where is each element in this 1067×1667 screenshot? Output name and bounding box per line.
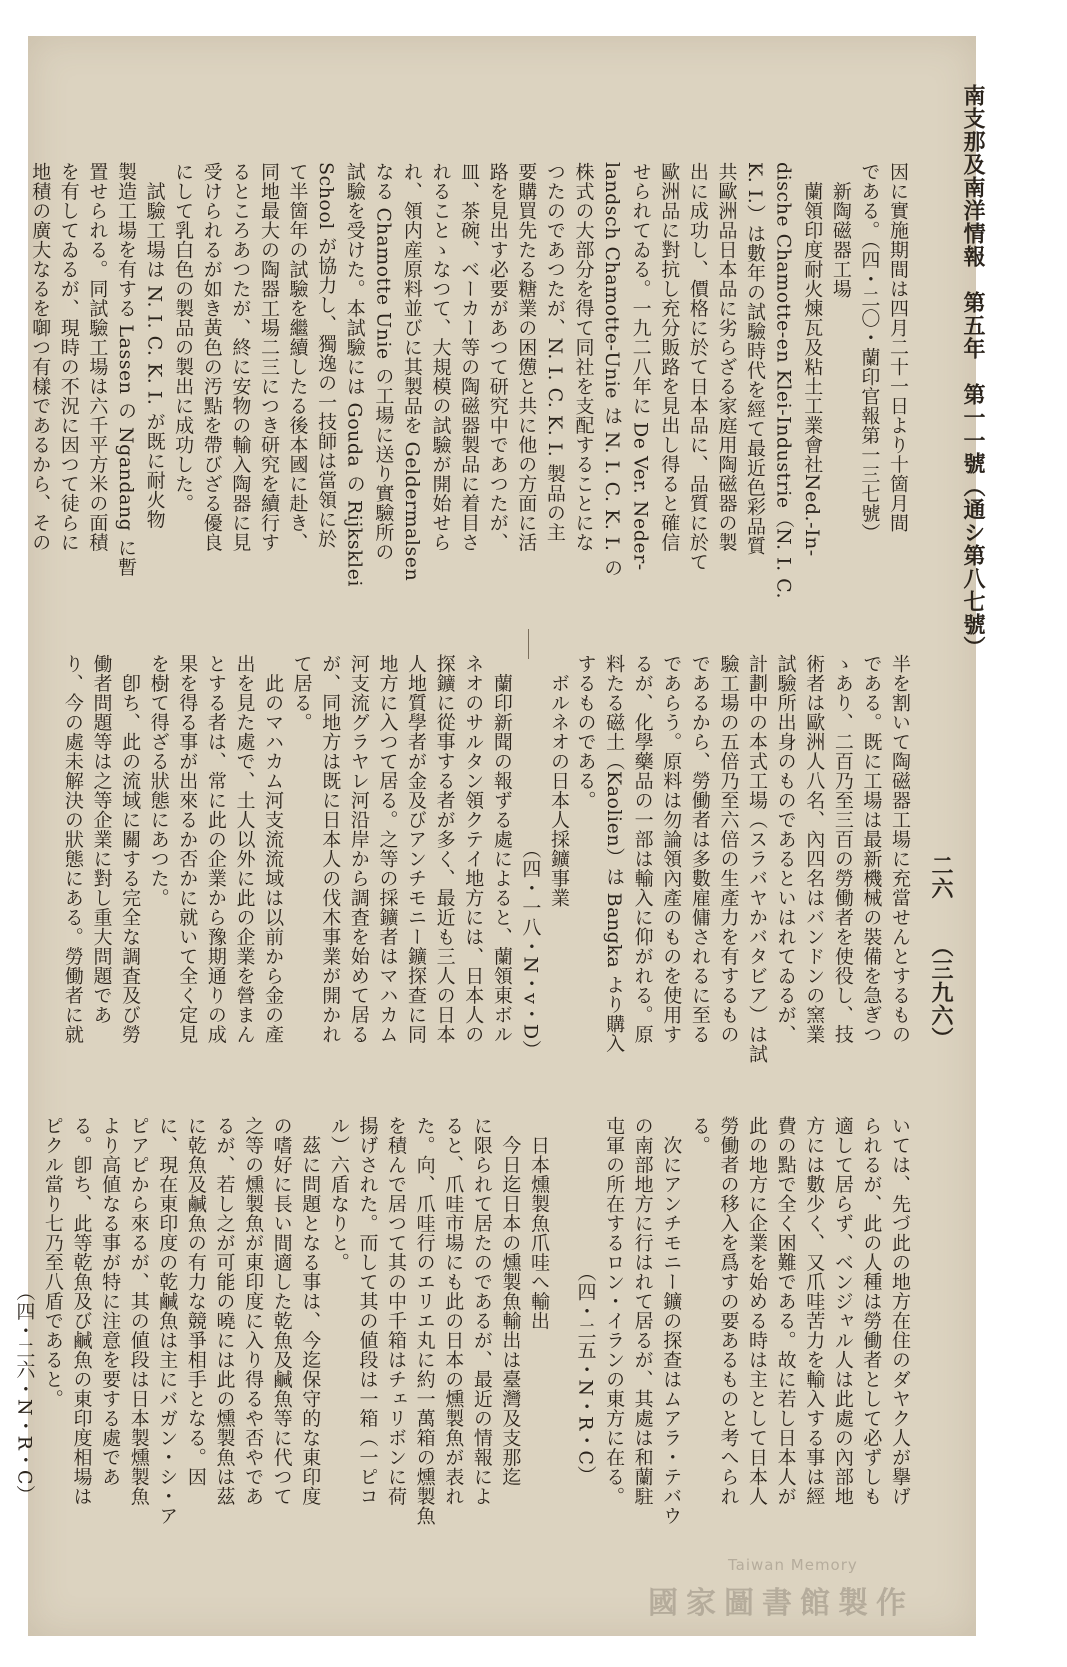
body-column-middle-left: ボルネオの日本人採鑛事業 （四・一八・N・v・D） 蘭印新聞の報ずる處によると、蘭領東ボル ネオのサルタン領クテイ地方には、日本人の 探鑛に從事する者が多く、最近も三人の日本 人地質學者が金及びアンチモニー鑛探查に同 地方に入つて居る。之等の採鑛者はマハカム 河支流グラヤレ河沿岸から調査を始めて居る が、同地方は既に日本人の伐木事業が開かれ て居る。 此のマハカム河支流流域は以前から金の產 出を見た處で、土人以外に此の企業を營まん とする者は、常に此の企業から豫期通りの成 果を得る事が出來るか否かに就いて全く定見 を樹て得ざる狀態にあつた。 卽ち、此の流域に關する完全な調査及び勞 働者問題等は之等企業に對し重大問題であ り、今の處未解決の狀態にある。勞働者に就	[61, 654, 570, 1060]
scanned-page	[13, 36, 986, 1636]
running-header-right: 南支那及南洋情報 第五年 第一一號（通シ第八七號）	[960, 84, 986, 659]
body-column-lower-left: 日本燻製魚爪哇へ輸出 今日迄日本の燻製魚輸出は臺灣及支那迄 に限られて居たのであるが、最近の情報によ ると、爪哇市場にも此の日本の燻製魚が表れ た。向、爪哇行のエリエ丸に約一萬箱の燻製魚 を積んで居つて其の中千箱はチェリボンに荷 揚げされた。而して其の値段は一箱（一ピコ ル）六盾なりと。 茲に問題となる事は、今迄保守的な東印度 の嗜好に長い間適した乾魚及鹹魚等に代つて 之等の燻製魚が東印度に入り得るや否やであ るが、若し之が可能の曉には此の燻製魚は茲 に乾魚及鹹魚の有力な競爭相手となる。因 に、現在東印度の乾鹹魚は主にバガン・シ・ア ピアピから來るが、其の値段は日本製燻製魚 より高値なる事が特に注意を要する處であ る。卽ち、此等乾魚及び鹹魚の東印度相場は ピクル當り七乃至八盾であると。 （四・二六・N・R・C）	[13, 1116, 550, 1526]
watermark-chinese: 國家圖書館製作	[648, 1586, 914, 1621]
library-watermark	[618, 1556, 948, 1621]
body-column-lower-right: いては、先づ此の地方在住のダヤク人が擧げ られるが、此の人種は勞働者として必ずしも 適して居らず、ベンジャル人は此處の內部地 方には數少く、又爪哇苦力を輸入する事は經 費の點で全く困難である。故に若し日本人が 此の地方に企業を始める時は主として日本人 勞働者の移入を爲すの要あるものと考へられ る。 次にアンチモニー鑛の探查はムアラ・テバウ の南部地方に行はれて居るが、其處は和蘭駐 屯軍の所在するロン・イランの東方に在る。 （四・二五・N・R・C）	[574, 1116, 911, 1526]
watermark-english: Taiwan Memory	[728, 1556, 858, 1574]
body-column-middle-right: 半を割いて陶磁器工場に充當せんとするもの である。既に工場は最新機械の裝備を急ぎつ ゝあり、二百乃至三百の勞働者を使役し、技 術者は歐洲人八名、內四名はバンドンの窯業 試驗所出身のものであるといはれてゐるが、 計劃中の本式工場（スラバヤかバタビア）は試 驗工場の五倍乃至六倍の生產力を有するもの であるから、勞働者は多數雇傭されるに至る であらう。原料は勿論領內產のものを使用す るが、化學藥品の一部は輸入に仰がれる。原 料たる磁土（Kaolien）は Bangka より購入 するものである。	[574, 654, 911, 1064]
body-column-upper-right: 因に實施期間は四月二十一日より十箇月間 である。（四・二〇・蘭印官報第一三七號） 新陶磁器工場 蘭領印度耐火煉瓦及粘土工業會社Ned.-In- dische Chamotte-en Klei-Industrie（N. I. C. K. I.）は數年の試驗時代を經て最近色彩品質 共歐洲品日本品に劣らざる家庭用陶磁器の製 出に成功し、價格に於て日本品に、品質に於て 歐洲品に對抗し充分販路を見出し得ると確信 せられてゐる。一九二八年に De Ver. Neder- landsch Chamotte-Unie は N. I. C. K. I. の 株式の大部分を得て同社を支配することにな つたのであつたが、N. I. C. K. I. 製品の主 要購買先たる糖業の困憊と共に他の方面に活 路を見出す必要があつて研究中であつたが、 皿、茶碗、ベーカー等の陶磁器製品に着目さ れることゝなつて、大規模の試驗が開始せら れ、領内産原料並びに其製品を Geldermalsen なる Chamotte Unie の工場に送り實驗所の 試驗を受けた。本試驗には Gouda の Rijksklei School が協力し、獨逸の一技師は當領に於 て半箇年の試驗を繼續したる後本國に赴き、 同地最大の陶器工場二三につき研究を續行す るところあつたが、終に安物の輸入陶器に見 受けられるが如き黃色の汚點を帶びざる優良 にして乳白色の製品の製出に成功した。 試驗工場は N. I. C. K. I. が既に耐火物 製造工場を有する Lassen の Ngandang に暫 置せられる。同試驗工場は六千平方米の面積 を有してゐるが、現時の不況に因つて徒らに 地積の廣大なるを啣つ有樣であるから、その	[29, 162, 909, 600]
running-header-left: 二六 （三九六）	[928, 854, 954, 1050]
